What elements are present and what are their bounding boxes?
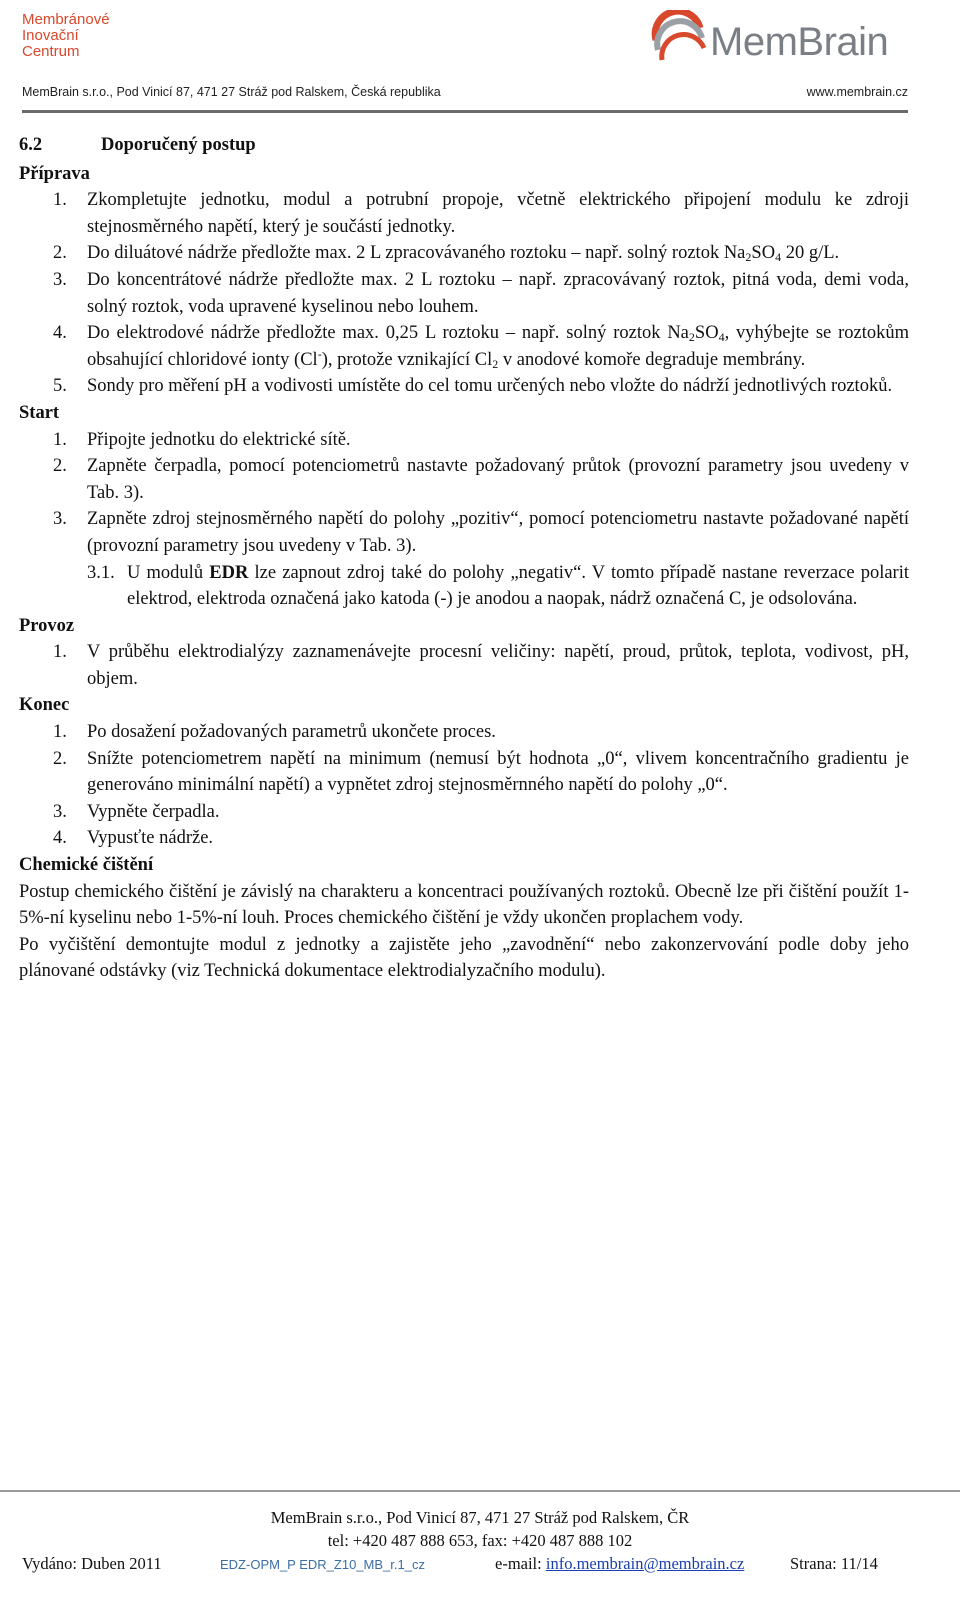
list-text: Do koncentrátové nádrže předložte max. 2 L roztoku – např. zpracovávaný roztok, pitná voda, demi voda, solný roztok, voda upravené kyselinou nebo louhem. bbox=[87, 269, 909, 317]
list-number: 2. bbox=[53, 243, 67, 264]
list-number: 2. bbox=[53, 748, 67, 769]
subheading-priprava: Příprava bbox=[19, 163, 90, 184]
list-text: Připojte jednotku do elektrické sítě. bbox=[87, 429, 351, 450]
list-number: 4. bbox=[53, 323, 67, 344]
list-item bbox=[19, 799, 909, 826]
list-item bbox=[19, 187, 909, 240]
list-text: Zapněte čerpadla, pomocí potenciometrů nastavte požadovaný průtok (provozní parametry jsou uvedeny v Tab. 3). bbox=[87, 456, 909, 503]
list-item bbox=[19, 427, 909, 454]
membrain-logo-icon bbox=[648, 10, 710, 70]
footer-email bbox=[495, 1554, 744, 1574]
list-number: 1. bbox=[53, 722, 67, 743]
list-text: Sondy pro měření pH a vodivosti umístěte do cel tomu určených nebo vložte do nádrží jednotlivých roztoků. bbox=[87, 376, 893, 397]
subheading-start: Start bbox=[19, 402, 60, 423]
list-text: V průběhu elektrodialýzy zaznamenávejte procesní veličiny: napětí, proud, průtok, teplota, vodivost, pH, objem. bbox=[87, 642, 909, 689]
document-id: EDZ-OPM_P EDR_Z10_MB_r.1_cz bbox=[220, 1557, 425, 1572]
membrain-logo bbox=[648, 8, 908, 78]
list-item bbox=[19, 639, 909, 692]
paragraph: Postup chemického čištění je závislý na charakteru a koncentraci používaných roztoků. Obecně lze při čištění použít 1-5%-ní kyselinu nebo 1-5%-ní louh. Proces chemického čištění je vždy ukončen proplachem vody. bbox=[19, 881, 909, 929]
paragraph: Po vyčištění demontujte modul z jednotky a zajistěte jeho „zavodnění“ nebo zakonzervování podle doby jeho plánované odstávky (viz Technická dokumentace elektrodialyzačního modulu). bbox=[19, 934, 909, 982]
section-heading bbox=[19, 132, 909, 159]
list-number: 3. bbox=[53, 509, 67, 530]
subheading-konec: Konec bbox=[19, 695, 70, 716]
list-text: Zkompletujte jednotku, modul a potrubní propoje, včetně elektrického připojení modulu ke zdroji stejnosměrného napětí, který je součástí jednotky. bbox=[87, 190, 909, 237]
list-item bbox=[19, 267, 909, 320]
subheading-provoz: Provoz bbox=[19, 615, 75, 636]
nested-list-item bbox=[19, 560, 909, 613]
page-header bbox=[0, 0, 960, 120]
page-footer bbox=[0, 1490, 960, 1600]
list-text: Do diluátové nádrže předložte max. 2 L zpracovávaného roztoku – např. solný roztok $Na_2SO_4$ 20 g/L. bbox=[87, 243, 840, 265]
list-item bbox=[19, 453, 909, 506]
list-number: 1. bbox=[53, 190, 67, 211]
list-item bbox=[19, 719, 909, 746]
center-name-line-2: Inovační bbox=[22, 27, 79, 44]
list-text: U modulů EDR lze zapnout zdroj také do polohy „negativ“. V tomto případě nastane reverzace polarit elektrod, elektroda označená jako katoda (-) je anodou a naopak, nádrž označená C, je odsolována. bbox=[127, 562, 909, 610]
header-website: www.membrain.cz bbox=[806, 85, 908, 99]
footer-divider bbox=[0, 1490, 960, 1492]
list-number: 1. bbox=[53, 642, 67, 663]
header-address: MemBrain s.r.o., Pod Vinicí 87, 471 27 Stráž pod Ralskem, Česká republika bbox=[22, 85, 441, 99]
list-number: 3.1. bbox=[87, 562, 115, 583]
list-number: 1. bbox=[53, 429, 67, 450]
list-text: Do elektrodové nádrže předložte max. 0,25 L roztoku – např. solný roztok $Na_2SO_4$, vyhýbejte se roztokům obsahující chloridové ionty (Cl-), protože vznikající $Cl_2$ v anodové komoře degraduje membrány. bbox=[87, 323, 910, 371]
email-label: e-mail: bbox=[495, 1554, 546, 1573]
brand-name: MemBrain bbox=[710, 20, 889, 64]
section-number: 6.2 bbox=[19, 135, 43, 155]
list-item bbox=[19, 506, 909, 559]
list-text: Zapněte zdroj stejnosměrného napětí do polohy „pozitiv“, pomocí potenciometru nastavte požadované napětí (provozní parametry jsou uvedeny v Tab. 3). bbox=[87, 509, 909, 556]
footer-address: MemBrain s.r.o., Pod Vinicí 87, 471 27 Stráž pod Ralskem, ČR bbox=[270, 1508, 690, 1527]
list-text: Vypněte čerpadla. bbox=[87, 801, 220, 822]
center-name-line-3: Centrum bbox=[22, 43, 80, 60]
list-item bbox=[19, 746, 909, 799]
list-number: 5. bbox=[53, 376, 67, 397]
list-item bbox=[19, 240, 909, 267]
email-link[interactable]: info.membrain@membrain.cz bbox=[545, 1554, 745, 1573]
list-number: 2. bbox=[53, 456, 67, 477]
section-title: Doporučený postup bbox=[101, 135, 256, 155]
issued-date: Vydáno: Duben 2011 bbox=[22, 1554, 162, 1573]
footer-phone: tel: +420 487 888 653, fax: +420 487 888 102 bbox=[327, 1531, 633, 1550]
list-number: 3. bbox=[53, 801, 67, 822]
center-name-logo-text bbox=[22, 12, 110, 60]
page-number: Strana: 11/14 bbox=[790, 1554, 878, 1573]
subheading-chemicke-cisteni: Chemické čištění bbox=[19, 855, 154, 876]
list-item bbox=[19, 320, 909, 373]
list-number: 4. bbox=[53, 828, 67, 849]
list-number: 3. bbox=[53, 269, 67, 290]
list-text: Vypusťte nádrže. bbox=[87, 828, 214, 849]
header-divider bbox=[22, 110, 908, 113]
list-text: Snížte potenciometrem napětí na minimum (nemusí být hodnota „0“, vlivem koncentračního gradientu je generováno minimální napětí) a vypnětet zdroj stejnosměrnného napětí do polohy „0“. bbox=[87, 748, 909, 796]
list-item bbox=[19, 825, 909, 852]
list-text: Po dosažení požadovaných parametrů ukončete proces. bbox=[87, 722, 496, 743]
document-body bbox=[19, 128, 909, 985]
center-name-line-1: Membránové bbox=[22, 11, 110, 28]
list-item bbox=[19, 373, 909, 400]
